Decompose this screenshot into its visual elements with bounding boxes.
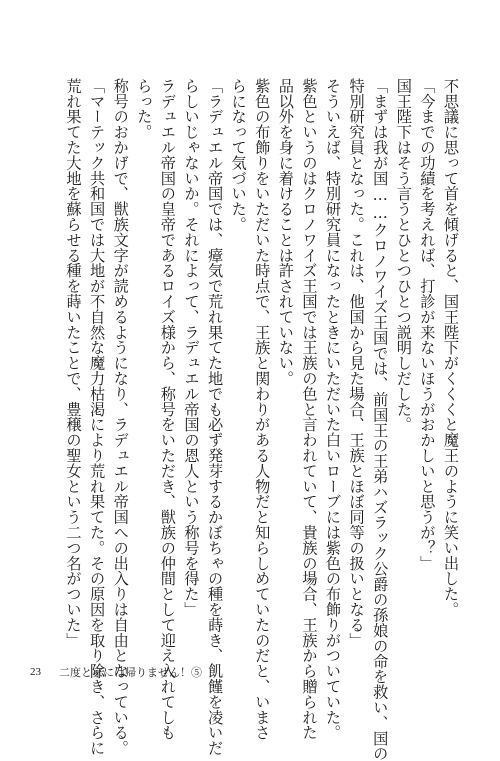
page-footer: [30, 664, 202, 680]
text-line: 品以外を身に着けることは許されていない。: [276, 78, 295, 386]
text-line: らった。: [135, 78, 154, 140]
text-line: そういえば、特別研究員になったときにいただいた白いローブには紫色の布飾りがついていた。: [324, 78, 343, 741]
text-line: 不思議に思って首を傾げると、国王陛下がくくくと魔王のように笑い出した。: [442, 78, 460, 617]
text-line: らしいじゃないか。それによって、ラデュエル帝国の恩人という称号を得た」: [182, 78, 201, 617]
text-line: 紫色の布飾りをいただいた時点で、王族と関わりがある人物だと知らしめていたのだと、いまさ: [253, 78, 272, 741]
text-line: 「ラデュエル帝国では、瘴気で荒れ果てた地でも必ず発芽するかぼちゃの種を蒔き、飢饉を凌いだ: [206, 78, 225, 756]
text-line: 国王陛下はそう言うとひとつひとつ説明しだした。: [394, 78, 413, 433]
text-line: ラデュエル帝国の皇帝であるロイズ様から、称号をいただき、獣族の仲間として迎え入れてしも: [158, 78, 177, 741]
text-line: 特別研究員となった。これは、他国から見た場合、王族とほぼ同等の扱いとなる」: [347, 78, 366, 648]
text-line: 「今までの功績を考えれば、打診が来ないほうがおかしいと思うが？」: [418, 78, 437, 571]
text-line: 「マーテック共和国では大地が不自然な魔力枯渇により荒れ果てた。その原因を取り除き、さらに: [88, 78, 107, 756]
text-line: らになって気づいた。: [229, 78, 248, 232]
text-line: 称号のおかげで、獣族文字が読めるようになり、ラデュエル帝国への出入りは自由となっている。: [111, 78, 130, 756]
book-title: 二度と家には帰りません！⑤: [59, 666, 202, 679]
text-line: 「まずは我が国……クロノワイズ王国では、前国王の王弟ハズラック公爵の孫娘の命を救い、国の: [371, 78, 390, 761]
text-line: 荒れ果てた大地を蘇らせる種を蒔いたことで、豊穣の聖女という二つ名がついた」: [64, 78, 83, 648]
page-number: 23: [30, 666, 41, 678]
text-line: 紫色というのはクロノワイズ王国では王族の色と言われていて、貴族の場合、王族から贈られた: [300, 78, 319, 741]
